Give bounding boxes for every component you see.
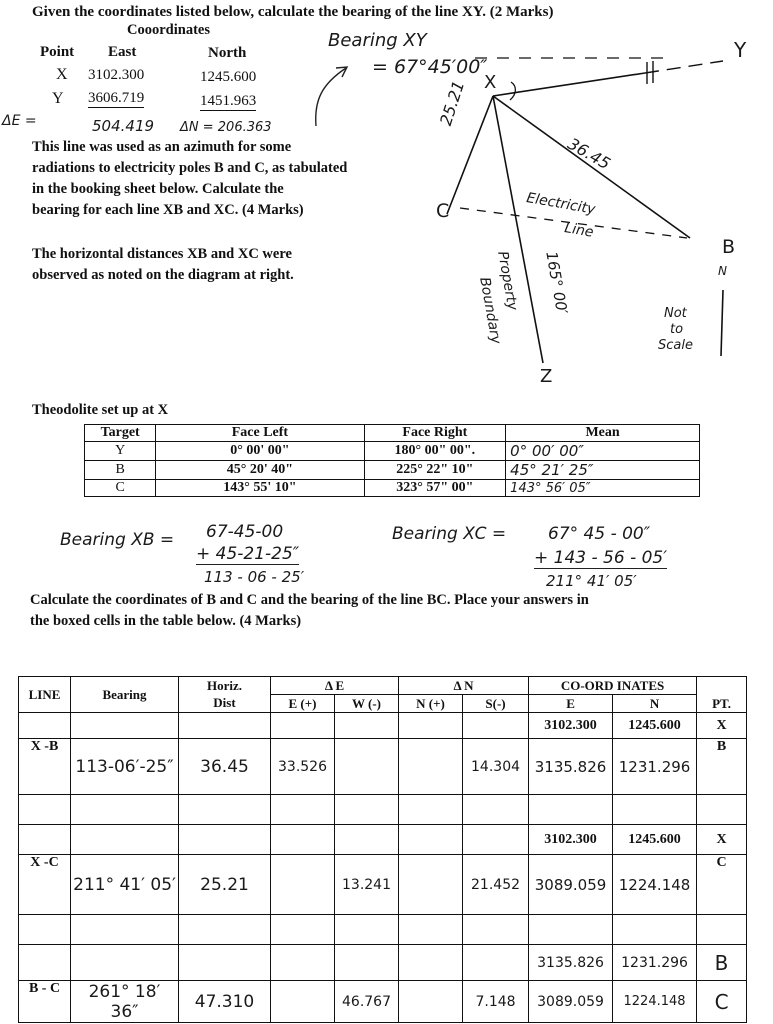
diagram-label-b: B [722,236,736,258]
hw-bearing-xy-value: = 67°45′00″ [372,56,488,78]
theodolite-row: C 143° 55' 10" 323° 57" 00" 143° 56′ 05″ [85,480,700,497]
table-row: X -C 211° 41′ 05′ 25.21 13.241 21.452 3089.059 1224.148 C [19,855,747,915]
hw-xb-line1: 67-45-00 [206,522,284,542]
hw-xb-line2: + 45-21-25″ [196,544,300,564]
diagram-line-label: Line [563,220,595,241]
east-y: 3606.719 [88,90,145,106]
table-row: 3135.826 1231.296 B [19,945,747,981]
diagram-dist-xc: 25.21 [436,78,469,128]
hw-dn: ΔN = 206.363 [180,120,272,135]
hw-de-label: ΔE = [2,113,37,129]
theodolite-table: Target Face Left Face Right Mean Y 0° 00' 00" 180° 00" 00". 0° 00′ 00″ B 45° 20' 40" 225° 22" 10" 45° 21′ 25″ C 143° 55' 10" 323° 57" 00" 143° 56′ 05″ [84,424,700,497]
angle-arc [510,82,515,100]
point-y: Y [52,90,64,107]
hw-bearing-xb-label: Bearing XB = [60,530,175,550]
line-xy [493,73,645,96]
table-row: B - C 261° 18′ 36″ 47.310 46.767 7.148 3089.059 1224.148 C [19,981,747,1023]
hw-bearing-xy-label: Bearing XY [328,30,427,51]
diagram-label-z: Z [540,366,553,387]
diagram-not: Not [664,306,687,321]
observation-text: The horizontal distances XB and XC were observed as noted on the diagram at right. [32,246,294,283]
diagram-scale: Scale [658,338,693,353]
point-x: X [56,66,68,83]
hw-xc-line1: 67° 45 - 00″ [548,524,651,544]
theodolite-title: Theodolite set up at X [32,402,169,418]
question2-text: This line was used as an azimuth for some radiations to electricity poles B and C, as tabulated in the booking sheet below. Calculate the bearing for each line XB and XC. (4 Marks) [32,139,348,218]
table-row: 3102.300 1245.600 X [19,713,747,739]
theodolite-row: B 45° 20' 40" 225° 22" 10" 45° 21′ 25″ [85,461,700,480]
line-xy-dashed [645,61,723,73]
north-y: 1451.963 [200,93,257,109]
east-x: 3102.300 [88,67,145,83]
diagram-electricity: Electricity [525,190,597,218]
table-row: X -B 113-06′-25″ 36.45 33.526 14.304 3135.826 1231.296 B [19,739,747,795]
diagram-boundary: Boundary [476,276,504,346]
diagram-to: to [670,322,684,337]
question3-text: Calculate the coordinates of B and C and the bearing of the line BC. Place your answers in the boxed cells in the table below. (4 Marks) [30,592,589,629]
col-east: East [108,44,137,60]
line-xz [493,96,543,363]
diagram-property: Property [494,250,521,312]
col-point: Point [40,44,75,60]
table-row [19,915,747,945]
diagram-n-mark: N [718,264,727,278]
diagram-label-y: Y [734,38,747,62]
diagram-label-x: X [484,72,497,93]
hw-bearing-xc-label: Bearing XC = [392,524,507,544]
diagram-dist-xb: 36.45 [564,134,614,174]
hw-xc-line2: + 143 - 56 - 05′ [534,548,668,568]
hw-arrow [300,60,360,130]
diagram-label-c: C [436,200,450,222]
table-row: 3102.300 1245.600 X [19,825,747,855]
diagram-bearing-165: 165° 00′ [542,250,572,316]
hw-de-value: 504.419 [92,117,155,135]
north-x: 1245.600 [200,69,257,85]
results-table: LINE Bearing Horiz. Δ E Δ N CO-ORD INATES PT. Dist E (+) W (-) N (+) S(-) E N 3102.300 1245.600 X X -B 113-06′-25″ 36.45 33.526 14.304 3135.826 1231.296 B 3102.300 1245.600 X X -C 211° 41′ 05′ 25.21 13.241 21.452 3089.059 1224.148 C 3135.826 1231.296 B B - C 261° 18′ 36″ 47.310 46.767 7.148 3089.059 1224.148 C [18,676,747,1023]
col-north: North [208,45,247,61]
hw-xb-line3: 113 - 06 - 25′ [204,568,305,586]
b-north-line [721,290,723,356]
hw-xc-line3: 211° 41′ 05′ [546,572,637,590]
question1-heading: Given the coordinates listed below, calculate the bearing of the line XY. (2 Marks) [32,4,554,20]
coordinates-heading: Cooordinates [127,22,210,38]
table-row [19,795,747,825]
theodolite-row: Y 0° 00' 00" 180° 00" 00". 0° 00′ 00″ [85,442,700,461]
